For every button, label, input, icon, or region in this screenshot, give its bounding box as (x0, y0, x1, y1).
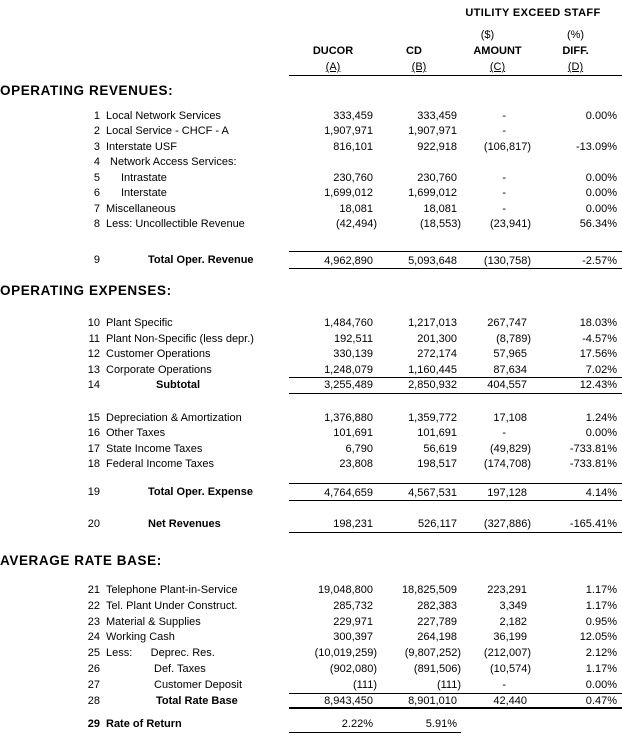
cell-diff (534, 124, 622, 140)
row-number: 22 (87, 599, 100, 612)
header-letter-row (289, 60, 622, 76)
cell-amount: - (502, 109, 506, 122)
table-row (0, 171, 622, 187)
cell-ducor: 1,376,880 (324, 411, 373, 424)
cell-amount (461, 155, 534, 171)
cell-ducor: 8,943,450 (324, 694, 373, 707)
row-label: Tel. Plant Under Construct. (106, 599, 238, 612)
row-label: Material & Supplies (106, 615, 201, 628)
cell-amount: 87,634 (493, 363, 527, 376)
cell-cd: (9,807,252) (404, 647, 461, 660)
column-letter-c: (C) (489, 61, 506, 73)
row-number: 25 (87, 647, 100, 660)
cell-ducor: 816,101 (333, 140, 373, 153)
row-number: 28 (87, 694, 100, 707)
cell-cd: 1,217,013 (408, 317, 457, 329)
cell-amount (461, 717, 534, 733)
cell-cd: 5,093,648 (408, 254, 457, 267)
column-letter-a: (A) (325, 61, 341, 73)
row-number: 14 (87, 379, 100, 391)
cell-diff: 0.00% (585, 109, 617, 122)
cell-diff: -733.81% (569, 442, 617, 455)
cell-cd: 201,300 (417, 332, 457, 345)
cell-amount: (49,829) (490, 442, 531, 455)
cell-cd: 56,619 (423, 442, 457, 455)
row-label: Local Service - CHCF - A (106, 125, 229, 137)
cell-diff: 0.00% (585, 427, 617, 439)
cell-ducor: 3,255,489 (324, 379, 373, 391)
cell-amount: 2,182 (499, 615, 527, 628)
table-row (0, 615, 622, 631)
row-number: 29 (87, 718, 100, 731)
row-number: 12 (87, 348, 100, 360)
table-row (0, 515, 622, 533)
table-row (0, 426, 622, 442)
cell-diff: 0.00% (585, 171, 617, 184)
cell-ducor: 333,459 (333, 109, 373, 122)
row-label: Less: Uncollectible Revenue (106, 218, 245, 230)
column-header-cd: CD (406, 45, 422, 57)
table-row (0, 630, 622, 646)
table-row (0, 678, 622, 694)
cell-cd: 8,901,010 (408, 694, 457, 707)
section-title-operating-expenses: OPERATING EXPENSES: (0, 282, 172, 298)
row-label: Intrastate (121, 171, 167, 184)
cell-amount: 42,440 (493, 694, 527, 707)
row-number: 19 (87, 485, 100, 498)
row-label: Interstate USF (106, 140, 177, 153)
column-letter-b: (B) (411, 61, 427, 73)
row-label: Federal Income Taxes (106, 458, 215, 470)
cell-cd: 5.91% (377, 717, 461, 733)
cell-cd: 282,383 (417, 599, 457, 612)
table-row (0, 442, 622, 458)
cell-cd: 101,691 (417, 427, 457, 439)
table-row (0, 646, 622, 662)
cell-amount: - (502, 125, 506, 137)
table-row (0, 583, 622, 599)
cell-ducor: 19,048,800 (317, 584, 373, 596)
cell-cd: 1,359,772 (408, 411, 457, 424)
cell-ducor: (42,494) (336, 218, 377, 230)
row-number: 13 (87, 363, 100, 376)
cell-ducor: (10,019,259) (314, 647, 377, 660)
row-label: Total Oper. Revenue (148, 253, 254, 266)
cell-diff: 56.34% (579, 218, 617, 230)
row-number: 18 (87, 458, 100, 470)
row-label: Working Cash (106, 631, 175, 644)
cell-ducor: 198,231 (333, 517, 373, 530)
cell-cd: 18,081 (423, 202, 457, 215)
cell-cd: 198,517 (417, 458, 457, 470)
cell-amount: 223,291 (487, 584, 527, 596)
table-row (0, 316, 622, 332)
cell-amount: (106,817) (483, 140, 531, 153)
row-number: 7 (93, 202, 100, 215)
section-title-average-rate-base: AVERAGE RATE BASE: (0, 552, 162, 568)
row-label: Plant Non-Specific (less depr.) (106, 332, 254, 345)
cell-cd: 2,850,932 (408, 379, 457, 391)
cell-diff: 1.17% (585, 599, 617, 612)
row-label: Customer Deposit (154, 678, 243, 691)
row-number: 20 (87, 517, 100, 530)
table-row (0, 411, 622, 427)
cell-diff: 0.00% (585, 202, 617, 215)
cell-diff: 12.05% (579, 631, 617, 644)
table-row (0, 217, 622, 233)
cell-ducor: 6,790 (345, 442, 373, 455)
row-number: 5 (93, 171, 100, 184)
table-row (0, 202, 622, 218)
cell-diff: 1.17% (585, 662, 617, 675)
cell-ducor: 330,139 (333, 348, 373, 360)
table-header (0, 6, 622, 76)
cell-amount: 267,747 (487, 317, 527, 329)
column-header-diff: DIFF. (562, 45, 589, 57)
row-number: 1 (93, 109, 100, 122)
table-row (0, 363, 622, 379)
cell-amount: - (502, 171, 506, 184)
cell-ducor: 1,248,079 (324, 363, 373, 376)
cell-amount: - (502, 202, 506, 215)
table-row (0, 457, 622, 473)
cell-cd: 1,699,012 (408, 187, 457, 199)
cell-diff: -2.57% (582, 254, 617, 267)
row-number: 11 (88, 332, 100, 345)
table-row (0, 347, 622, 363)
column-header-ducor: DUCOR (312, 45, 354, 57)
cell-diff (534, 717, 622, 733)
cell-cd: 1,907,971 (408, 125, 457, 137)
cell-ducor: 1,907,971 (324, 125, 373, 137)
cell-diff: 12.43% (579, 379, 617, 391)
table-row (0, 140, 622, 156)
row-number: 16 (87, 427, 100, 439)
cell-ducor: 2.22% (289, 717, 377, 733)
cell-ducor: (902,080) (329, 662, 377, 675)
cell-ducor: 300,397 (333, 631, 373, 644)
cell-ducor: 4,764,659 (324, 486, 373, 499)
table-row (0, 599, 622, 615)
cell-cd: 227,789 (417, 615, 457, 628)
header-spacer (289, 28, 461, 42)
row-label: Plant Specific (106, 317, 173, 329)
row-label: Interstate (121, 187, 167, 199)
cell-ducor: 192,511 (334, 332, 373, 345)
row-label: Miscellaneous (106, 202, 176, 215)
row-number: 26 (87, 662, 100, 675)
row-number: 15 (87, 411, 100, 424)
row-label: Telephone Plant-in-Service (106, 584, 238, 596)
column-header-amount: AMOUNT (473, 45, 522, 57)
cell-diff: 0.95% (585, 615, 617, 628)
cell-amount: 404,557 (487, 379, 527, 391)
table-row (0, 124, 622, 140)
row-label: State Income Taxes (106, 442, 203, 455)
row-label: Other Taxes (106, 427, 166, 439)
row-label: Local Network Services (106, 109, 221, 122)
cell-amount: 17,108 (493, 411, 527, 424)
row-number: 9 (93, 253, 100, 266)
row-label: Depreciation & Amortization (106, 411, 242, 424)
cell-amount: (23,941) (490, 218, 531, 230)
cell-cd: 18,825,509 (401, 584, 457, 596)
cell-cd (377, 155, 461, 171)
cell-cd: (891,506) (413, 662, 461, 675)
cell-ducor: 23,808 (339, 458, 373, 470)
cell-ducor: 229,971 (333, 615, 373, 628)
table-row (0, 483, 622, 501)
row-number: 4 (93, 156, 100, 168)
cell-cd: 230,760 (417, 171, 457, 184)
cell-diff: 2.12% (585, 647, 617, 660)
row-number: 21 (87, 584, 100, 596)
table-row (0, 332, 622, 348)
header-unit-dollar: ($) (480, 29, 495, 41)
cell-cd: 1,160,445 (408, 363, 457, 376)
cell-cd: 526,117 (418, 517, 457, 530)
cell-amount: 3,349 (499, 599, 527, 612)
row-number: 17 (87, 442, 100, 455)
cell-ducor (289, 155, 377, 171)
cell-ducor: 4,962,890 (324, 254, 373, 267)
cell-amount: (212,007) (483, 647, 531, 660)
cell-ducor: 1,699,012 (324, 187, 373, 199)
cell-amount: 36,199 (493, 631, 527, 644)
cell-diff: 1.17% (585, 584, 617, 596)
cell-diff: 17.56% (579, 348, 617, 360)
cell-amount: 197,128 (487, 486, 527, 499)
cell-diff: 0.00% (585, 187, 617, 199)
cell-cd: (111) (436, 678, 461, 691)
row-label: Def. Taxes (154, 662, 206, 675)
cell-amount: (8,789) (496, 332, 531, 345)
header-unit-percent: (%) (566, 29, 585, 41)
header-unit-row (289, 28, 622, 42)
cell-ducor: 1,484,760 (324, 317, 373, 329)
cell-amount: - (502, 187, 506, 199)
cell-diff (534, 155, 622, 171)
row-label: Network Access Services: (110, 156, 237, 168)
cell-cd: 264,198 (417, 631, 457, 644)
cell-diff: 0.00% (585, 678, 617, 691)
row-label: Corporate Operations (106, 363, 212, 376)
cell-diff: -165.41% (569, 517, 617, 530)
cell-ducor: (111) (352, 678, 377, 691)
row-number: 10 (87, 317, 100, 329)
cell-cd: 922,918 (417, 140, 457, 153)
cell-ducor: 18,081 (339, 202, 373, 215)
section-rows-operating-expenses (0, 316, 622, 533)
cell-amount: (174,708) (483, 458, 531, 470)
cell-ducor: 230,760 (333, 171, 373, 184)
row-label: Total Oper. Expense (148, 485, 253, 498)
cell-diff: 1.24% (585, 411, 617, 424)
cell-amount: (10,574) (490, 662, 531, 675)
table-row (0, 717, 622, 733)
row-label: Rate of Return (106, 718, 182, 731)
cell-diff: 4.14% (585, 486, 617, 499)
row-label: Net Revenues (148, 517, 221, 530)
cell-diff: 0.47% (585, 694, 617, 707)
cell-ducor: 285,732 (333, 599, 373, 612)
table-row (0, 378, 622, 394)
row-number: 23 (87, 615, 100, 628)
table-row (0, 155, 622, 171)
section-rows-average-rate-base (0, 583, 622, 733)
row-number: 2 (93, 125, 100, 137)
section-title-operating-revenues: OPERATING REVENUES: (0, 83, 174, 98)
cell-amount: - (502, 427, 506, 439)
column-letter-d: (D) (567, 61, 584, 73)
cell-diff: -733.81% (569, 458, 617, 470)
row-label: Less: Deprec. Res. (106, 647, 215, 660)
cell-cd: (18,553) (420, 218, 461, 230)
row-number: 3 (93, 140, 100, 153)
cell-amount: (327,886) (483, 517, 531, 530)
row-number: 8 (93, 218, 100, 230)
table-row (0, 694, 622, 710)
header-banner: UTILITY EXCEED STAFF (465, 7, 601, 19)
cell-amount: 57,965 (493, 348, 527, 360)
table-row (0, 251, 622, 269)
row-label: Subtotal (156, 379, 200, 391)
cell-diff: -4.57% (582, 332, 617, 345)
cell-diff: -13.09% (576, 140, 617, 153)
header-name-row (289, 44, 622, 58)
table-row (0, 186, 622, 202)
table-row (0, 662, 622, 678)
cell-amount: - (502, 678, 506, 691)
cell-diff: 18.03% (579, 317, 617, 329)
table-row (0, 109, 622, 125)
row-number: 6 (93, 187, 100, 199)
row-number: 27 (87, 678, 100, 691)
cell-cd: 333,459 (417, 109, 457, 122)
header-banner-row (289, 6, 622, 20)
row-number: 24 (87, 631, 100, 644)
cell-cd: 272,174 (417, 348, 457, 360)
section-rows-operating-revenues (0, 109, 622, 269)
cell-ducor: 101,691 (333, 427, 373, 439)
cell-diff: 7.02% (585, 363, 617, 376)
row-label: Total Rate Base (156, 694, 238, 707)
row-label: Customer Operations (106, 348, 211, 360)
cell-amount: (130,758) (483, 254, 531, 267)
cell-cd: 4,567,531 (408, 486, 457, 499)
